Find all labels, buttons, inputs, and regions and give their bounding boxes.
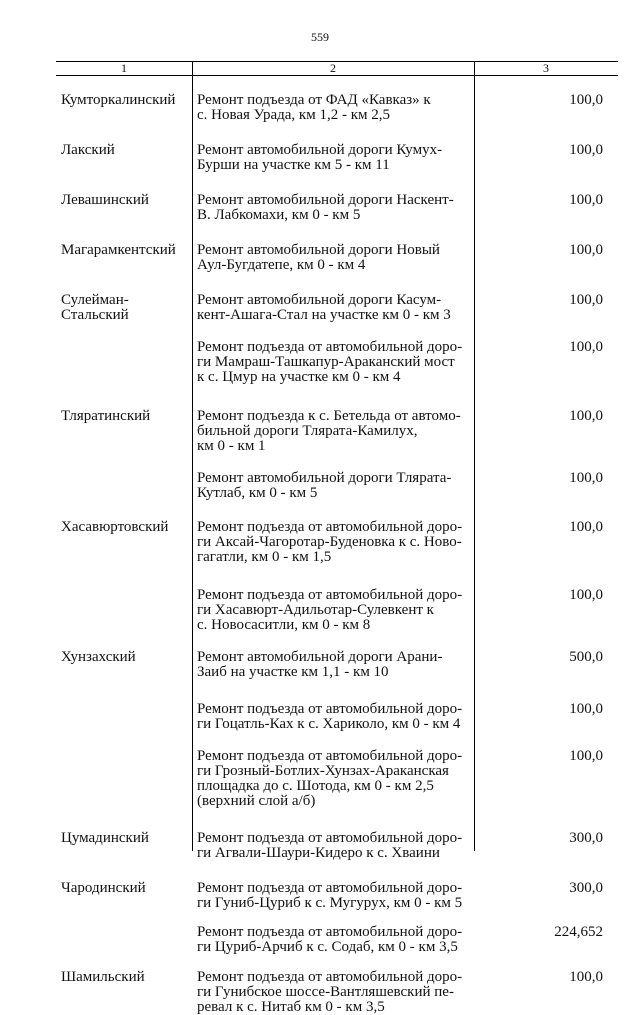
- column-divider-2: [474, 61, 475, 851]
- amount-value: 100,0: [569, 408, 603, 424]
- description-line: Ремонт подъезда от автомобильной доро-: [197, 924, 463, 940]
- description-line: Ремонт подъезда от автомобильной доро-: [197, 519, 463, 535]
- amount-value: 100,0: [569, 242, 603, 258]
- work-description: [192, 702, 474, 732]
- work-description: [192, 471, 474, 501]
- table-row: [56, 749, 618, 809]
- description-line: Ремонт подъезда от автомобильной доро-: [197, 969, 463, 985]
- description-line: Ремонт подъезда от автомобильной доро-: [197, 339, 463, 355]
- amount-value: 100,0: [569, 192, 603, 208]
- district-name-line: Лакский: [61, 142, 115, 158]
- amount-value: 100,0: [569, 339, 603, 355]
- description-line: Ремонт автомобильной дороги Новый: [197, 242, 440, 258]
- amount-value: 224,652: [554, 924, 603, 940]
- description-line: Ремонт подъезда от автомобильной доро-: [197, 748, 463, 764]
- amount-value: 300,0: [569, 880, 603, 896]
- amount-value: 100,0: [569, 292, 603, 308]
- description-line: Ремонт подъезда от автомобильной доро-: [197, 701, 463, 717]
- description-line: ги Гунибское шоссе-Вантляшевский пе-: [197, 984, 454, 1000]
- page-number: 559: [311, 30, 329, 44]
- description-line: кент-Ашага-Стал на участке км 0 - км 3: [197, 307, 451, 323]
- district-name: [56, 970, 192, 1015]
- description-line: ги Мамраш-Ташкапур-Араканский мост: [197, 354, 455, 370]
- description-line: Ремонт подъезда от автомобильной доро-: [197, 830, 463, 846]
- description-line: с. Новая Урада, км 1,2 - км 2,5: [197, 107, 390, 123]
- description-line: км 0 - км 1: [197, 438, 266, 454]
- header-col-2: 2: [330, 61, 336, 75]
- district-name-line: Чародинский: [61, 880, 146, 896]
- district-name: [56, 749, 192, 809]
- district-name: [56, 925, 192, 955]
- description-line: Ремонт автомобильной дороги Арани-: [197, 649, 443, 665]
- work-description: [192, 340, 474, 385]
- description-line: бильной дороги Тлярата-Камилух,: [197, 423, 418, 439]
- district-name: [56, 93, 192, 123]
- table-row: [56, 93, 618, 123]
- description-line: В. Лабкомахи, км 0 - км 5: [197, 207, 361, 223]
- work-description: [192, 243, 474, 273]
- district-name-line: Хунзахский: [61, 649, 136, 665]
- amount-value: 300,0: [569, 830, 603, 846]
- table-body: [56, 93, 618, 1015]
- description-line: Заиб на участке км 1,1 - км 10: [197, 664, 389, 680]
- work-description: [192, 831, 474, 861]
- district-name: [56, 650, 192, 680]
- work-description: [192, 293, 474, 323]
- work-description: [192, 881, 474, 911]
- amount-value: 100,0: [569, 701, 603, 717]
- work-description: [192, 409, 474, 454]
- table-row: [56, 471, 618, 501]
- description-line: Кутлаб, км 0 - км 5: [197, 485, 318, 501]
- table-row: [56, 193, 618, 223]
- amount-value: 100,0: [569, 748, 603, 764]
- description-line: ги Гуниб-Цуриб к с. Мугурух, км 0 - км 5: [197, 895, 463, 911]
- table-row: [56, 293, 618, 323]
- table-row: [56, 243, 618, 273]
- table-row: [56, 970, 618, 1015]
- amount-value: 100,0: [569, 969, 603, 985]
- description-line: Ремонт автомобильной дороги Тлярата-: [197, 470, 452, 486]
- description-line: Ремонт автомобильной дороги Касум-: [197, 292, 442, 308]
- district-name: [56, 520, 192, 565]
- amount-value: 100,0: [569, 519, 603, 535]
- description-line: (верхний слой а/б): [197, 793, 316, 809]
- column-divider-1: [192, 61, 193, 851]
- description-line: Ремонт подъезда к с. Бетельда от автомо-: [197, 408, 461, 424]
- district-name: [56, 881, 192, 911]
- work-description: [192, 143, 474, 173]
- table-row: [56, 925, 618, 955]
- header-col-3: 3: [543, 61, 549, 75]
- description-line: Ремонт подъезда от автомобильной доро-: [197, 880, 463, 896]
- district-name: [56, 340, 192, 385]
- description-line: ги Цуриб-Арчиб к с. Содаб, км 0 - км 3,5: [197, 939, 458, 955]
- table-row: [56, 831, 618, 861]
- description-line: ги Гоцатль-Ках к с. Хариколо, км 0 - км 4: [197, 716, 461, 732]
- work-description: [192, 970, 474, 1015]
- district-name: [56, 702, 192, 732]
- table-row: [56, 520, 618, 565]
- description-line: ги Грозный-Ботлих-Хунзах-Араканская: [197, 763, 449, 779]
- work-description: [192, 650, 474, 680]
- description-line: Ремонт подъезда от автомобильной доро-: [197, 587, 463, 603]
- district-name: [56, 143, 192, 173]
- district-name-line: Цумадинский: [61, 830, 149, 846]
- district-name-line: Шамильский: [61, 969, 145, 985]
- amount-value: 100,0: [569, 470, 603, 486]
- district-name: [56, 471, 192, 501]
- description-line: гагатли, км 0 - км 1,5: [197, 549, 332, 565]
- amount-value: 100,0: [569, 92, 603, 108]
- table-row: [56, 650, 618, 680]
- work-description: [192, 925, 474, 955]
- table-row: [56, 588, 618, 633]
- district-name: [56, 293, 192, 323]
- description-line: Ремонт автомобильной дороги Кумух-: [197, 142, 443, 158]
- description-line: Ремонт подъезда от ФАД «Кавказ» к: [197, 92, 431, 108]
- work-description: [192, 588, 474, 633]
- header-col-1: 1: [121, 61, 127, 75]
- amount-value: 500,0: [569, 649, 603, 665]
- description-line: Аул-Бугдатепе, км 0 - км 4: [197, 257, 366, 273]
- district-name-line: Кумторкалинский: [61, 92, 176, 108]
- district-name: [56, 193, 192, 223]
- district-name: [56, 409, 192, 454]
- table-row: [56, 340, 618, 385]
- description-line: ги Аксай-Чагоротар-Буденовка к с. Ново-: [197, 534, 462, 550]
- description-line: к с. Цмур на участке км 0 - км 4: [197, 369, 401, 385]
- district-name: [56, 588, 192, 633]
- description-line: Ремонт автомобильной дороги Наскент-: [197, 192, 454, 208]
- district-name: [56, 243, 192, 273]
- table-header: [56, 61, 618, 76]
- table-row: [56, 702, 618, 732]
- description-line: площадка до с. Шотода, км 0 - км 2,5: [197, 778, 434, 794]
- table-row: [56, 881, 618, 911]
- description-line: Бурши на участке км 5 - км 11: [197, 157, 390, 173]
- description-line: с. Новосаситли, км 0 - км 8: [197, 617, 371, 633]
- amount-value: 100,0: [569, 142, 603, 158]
- district-name: [56, 831, 192, 861]
- description-line: ги Хасавюрт-Адильотар-Сулевкент к: [197, 602, 434, 618]
- work-description: [192, 520, 474, 565]
- amount-value: 100,0: [569, 587, 603, 603]
- description-line: ги Агвали-Шаури-Кидеро к с. Хваини: [197, 845, 440, 861]
- district-name-line: Сулейман-: [61, 292, 129, 308]
- work-description: [192, 749, 474, 809]
- table-row: [56, 143, 618, 173]
- district-name-line: Левашинский: [61, 192, 149, 208]
- district-name-line: Хасавюртовский: [61, 519, 169, 535]
- document-table: [56, 61, 618, 1015]
- district-name-line: Тляратинский: [61, 408, 151, 424]
- work-description: [192, 93, 474, 123]
- work-description: [192, 193, 474, 223]
- description-line: ревал к с. Нитаб км 0 - км 3,5: [197, 999, 385, 1015]
- district-name-line: Стальский: [61, 307, 129, 323]
- district-name-line: Магарамкентский: [61, 242, 176, 258]
- table-row: [56, 409, 618, 454]
